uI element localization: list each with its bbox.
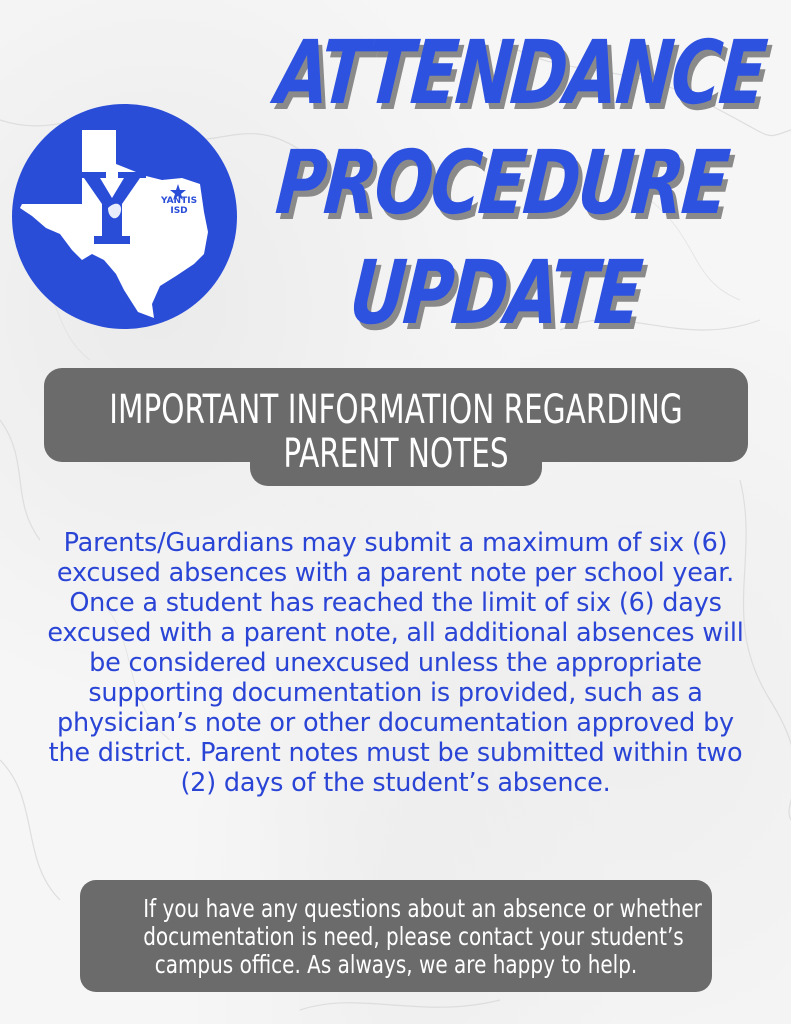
policy-paragraph: Parents/Guardians may submit a maximum of six (6) excused absences with a parent note per school year. Once a student has reached the limit of six (6) days excused with a parent note, all additional absences will be considered unexcused unless the appropriate supporting documentation is provided, such as a physician’s note or other documentation approved by the district. Parent notes must be submitted within two (2) days of the student’s absence. (47, 528, 744, 798)
contact-note-line2: documentation is need, please contact your student’s (143, 922, 684, 951)
page-title (215, 18, 775, 348)
title-line-attendance: ATTENDANCE (272, 21, 769, 124)
logo-text-yantis: YANTIS (160, 196, 198, 206)
contact-note-line3: campus office. As always, we are happy to help. (154, 950, 638, 979)
contact-note-line1: If you have any questions about an absence or whether (143, 894, 702, 923)
texas-map-y-logo-icon (12, 104, 237, 329)
section-heading-line1: IMPORTANT INFORMATION REGARDING (109, 387, 683, 433)
title-line-procedure: PROCEDURE (272, 131, 732, 234)
section-heading (107, 388, 684, 476)
logo-text-isd: ISD (170, 206, 188, 216)
contact-note (143, 894, 702, 979)
section-heading-line2: PARENT NOTES (283, 431, 509, 477)
title-line-update: UPDATE (346, 241, 644, 344)
district-logo (12, 104, 237, 329)
